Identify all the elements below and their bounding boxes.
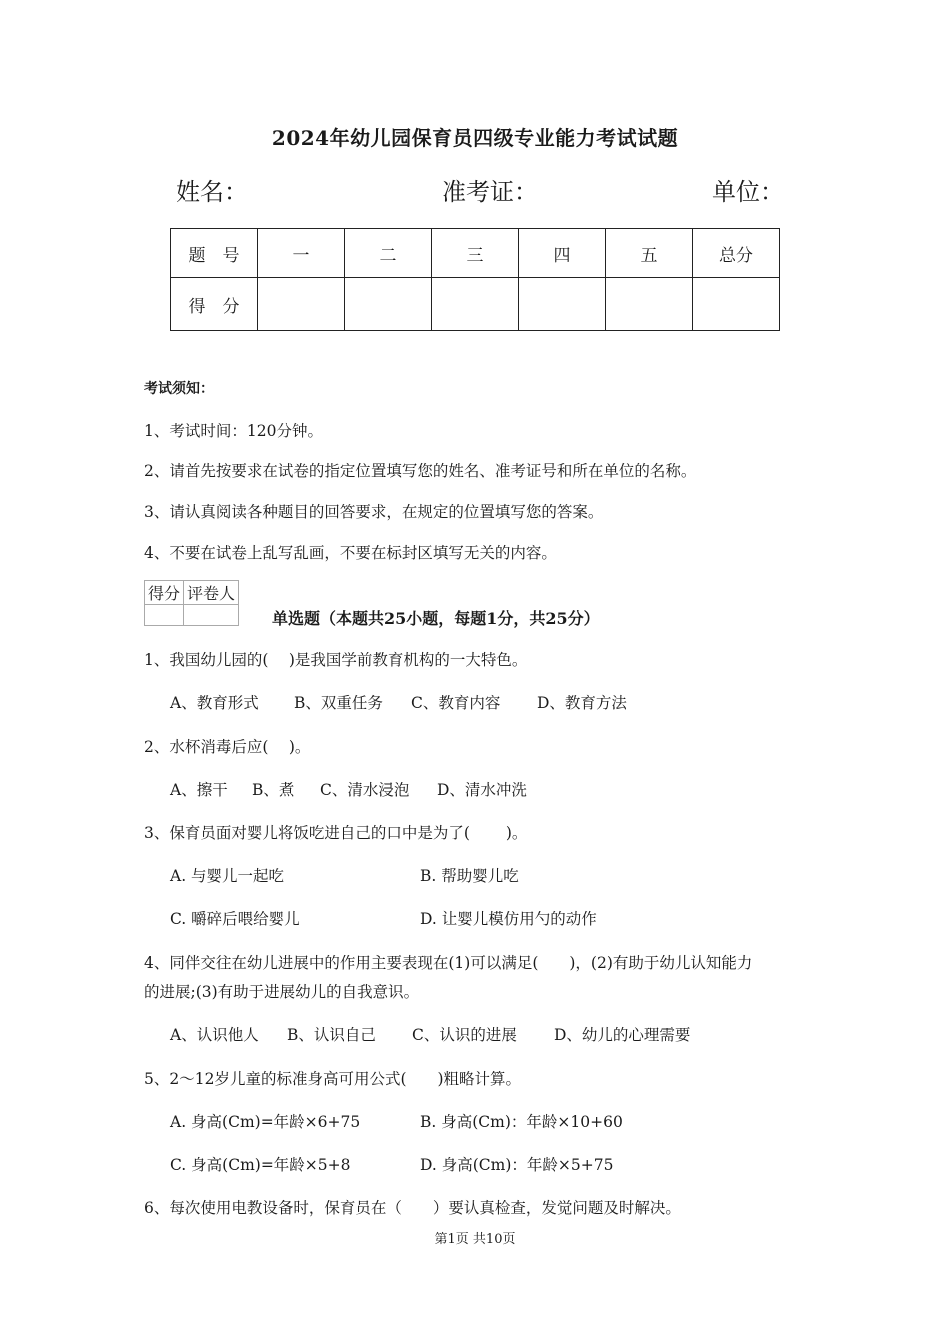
option-b[interactable]: B. 帮助婴儿吃 xyxy=(420,867,519,885)
option-c[interactable]: C、教育内容 xyxy=(411,694,501,712)
score-cell[interactable] xyxy=(345,278,432,331)
option-c[interactable]: C. 嚼碎后喂给婴儿 xyxy=(170,910,300,928)
score-table-header-cell: 一 xyxy=(258,229,345,278)
option-d[interactable]: D. 让婴儿模仿用勺的动作 xyxy=(420,910,597,928)
grader-box-grader-label: 评卷人 xyxy=(184,581,239,605)
page-title: 2024年幼儿园保育员四级专业能力考试试题 xyxy=(271,126,679,150)
unit-field-label: 单位： xyxy=(712,178,784,206)
score-cell[interactable] xyxy=(693,278,780,331)
option-b[interactable]: B、煮 xyxy=(252,781,295,799)
notice-item: 3、请认真阅读各种题目的回答要求，在规定的位置填写您的答案。 xyxy=(144,503,604,521)
score-cell[interactable] xyxy=(519,278,606,331)
name-field-label: 姓名： xyxy=(176,178,248,206)
question-stem: 6、每次使用电教设备时，保育员在（ ）要认真检查，发觉问题及时解决。 xyxy=(144,1199,681,1217)
grader-box xyxy=(144,580,239,626)
grader-box-score-cell[interactable] xyxy=(145,605,184,626)
question-stem: 2、水杯消毒后应( )。 xyxy=(144,738,311,756)
option-d[interactable]: D、幼儿的心理需要 xyxy=(554,1026,691,1044)
score-row-label: 得 分 xyxy=(171,278,258,331)
notice-item: 2、请首先按要求在试卷的指定位置填写您的姓名、准考证号和所在单位的名称。 xyxy=(144,462,697,480)
question-stem: 3、保育员面对婴儿将饭吃进自己的口中是为了( )。 xyxy=(144,824,528,842)
section-title: 单选题（本题共25小题，每题1分，共25分） xyxy=(272,609,600,628)
score-table-header-cell: 总分 xyxy=(693,229,780,278)
score-cell[interactable] xyxy=(258,278,345,331)
notice-item: 1、考试时间：120分钟。 xyxy=(144,422,323,440)
page-footer: 第1页 共10页 xyxy=(434,1232,516,1247)
question-stem: 1、我国幼儿园的( )是我国学前教育机构的一大特色。 xyxy=(144,651,528,669)
option-c[interactable]: C、清水浸泡 xyxy=(320,781,410,799)
option-b[interactable]: B. 身高(Cm)：年龄×10+60 xyxy=(420,1113,623,1131)
option-a[interactable]: A、认识他人 xyxy=(170,1026,259,1044)
score-table-header-row xyxy=(171,229,780,278)
score-cell[interactable] xyxy=(606,278,693,331)
grader-box-score-label: 得分 xyxy=(145,581,184,605)
option-d[interactable]: D、清水冲洗 xyxy=(437,781,527,799)
score-table-header-cell: 四 xyxy=(519,229,606,278)
notice-item: 4、不要在试卷上乱写乱画，不要在标封区填写无关的内容。 xyxy=(144,544,557,562)
option-d[interactable]: D、教育方法 xyxy=(537,694,627,712)
score-table-header-cell: 三 xyxy=(432,229,519,278)
option-d[interactable]: D. 身高(Cm)：年龄×5+75 xyxy=(420,1156,614,1174)
grader-box-grader-cell[interactable] xyxy=(184,605,239,626)
score-cell[interactable] xyxy=(432,278,519,331)
option-b[interactable]: B、认识自己 xyxy=(287,1026,376,1044)
option-a[interactable]: A. 身高(Cm)=年龄×6+75 xyxy=(170,1113,361,1131)
question-stem: 5、2～12岁儿童的标准身高可用公式( )粗略计算。 xyxy=(144,1070,522,1088)
score-table-header-cell: 二 xyxy=(345,229,432,278)
option-c[interactable]: C、认识的进展 xyxy=(412,1026,517,1044)
score-table xyxy=(170,228,780,331)
option-b[interactable]: B、双重任务 xyxy=(294,694,383,712)
option-a[interactable]: A、擦干 xyxy=(170,781,228,799)
question-stem-line-1: 4、同伴交往在幼儿进展中的作用主要表现在(1)可以满足( )，(2)有助于幼儿认知能力 xyxy=(144,954,753,972)
option-c[interactable]: C. 身高(Cm)=年龄×5+8 xyxy=(170,1156,351,1174)
score-table-header-cell: 题 号 xyxy=(171,229,258,278)
option-a[interactable]: A. 与婴儿一起吃 xyxy=(170,867,285,885)
notice-heading: 考试须知： xyxy=(144,381,214,397)
question-stem-line-2: 的进展;(3)有助于进展幼儿的自我意识。 xyxy=(144,983,420,1001)
score-table-header-cell: 五 xyxy=(606,229,693,278)
score-table-score-row xyxy=(171,278,780,331)
option-a[interactable]: A、教育形式 xyxy=(170,694,259,712)
exam-id-field-label: 准考证： xyxy=(442,178,538,206)
